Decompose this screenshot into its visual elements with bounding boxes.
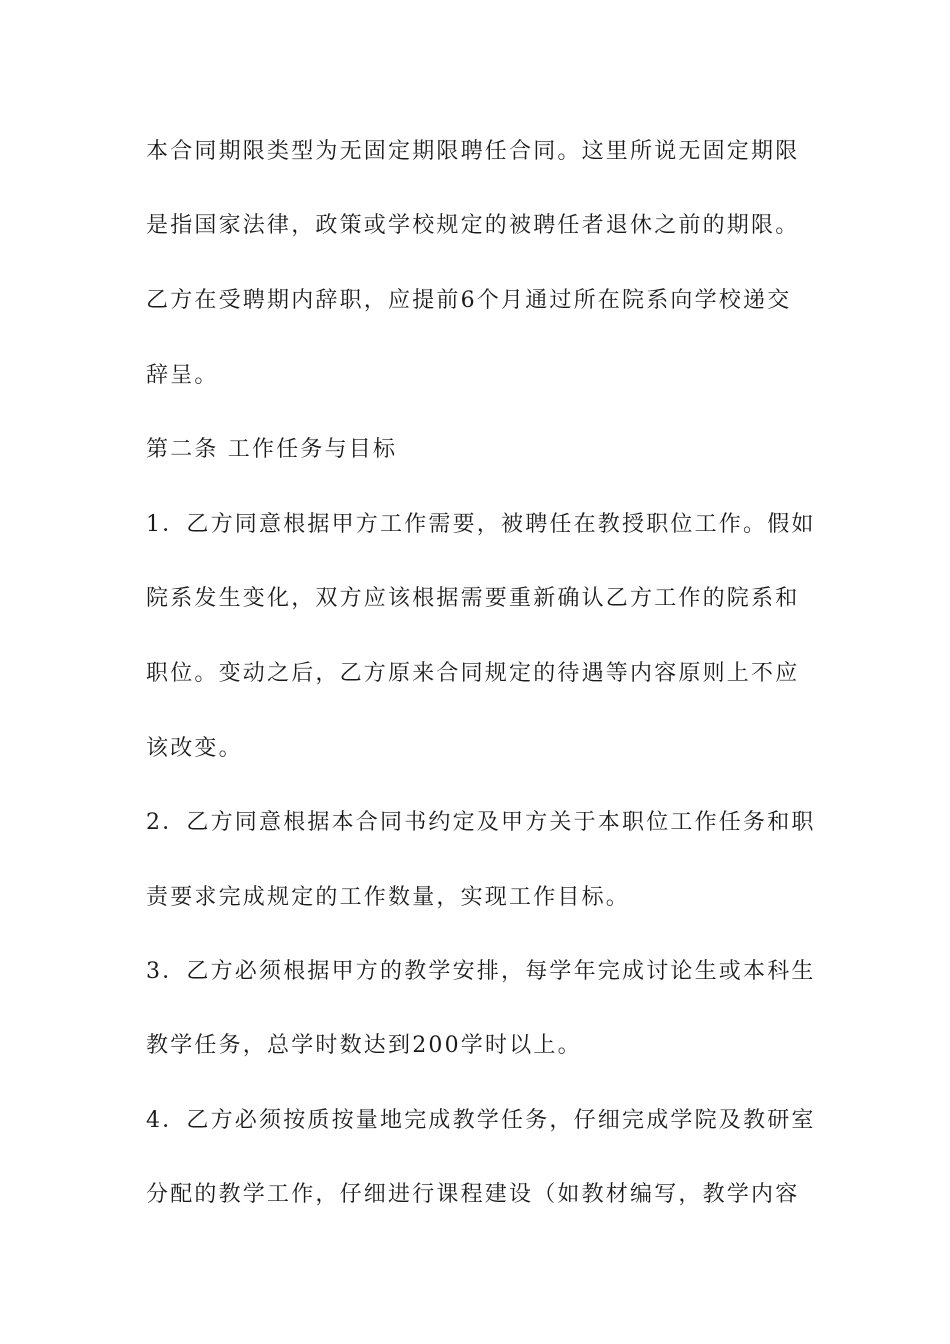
- paragraph-line: 分配的教学工作，仔细进行课程建设（如教材编写，教学内容: [146, 1182, 800, 1207]
- paragraph-line: 4．乙方必须按质按量地完成教学任务，仔细完成学院及教研室: [146, 1108, 816, 1133]
- paragraph-line: 辞呈。: [146, 363, 219, 388]
- paragraph-line: 该改变。: [146, 736, 243, 761]
- paragraph-line: 3．乙方必须根据甲方的教学安排，每学年完成讨论生或本科生: [146, 959, 816, 984]
- paragraph-line: 职位。变动之后，乙方原来合同规定的待遇等内容原则上不应: [146, 661, 800, 686]
- paragraph-line: 2．乙方同意根据本合同书约定及甲方关于本职位工作任务和职: [146, 810, 816, 835]
- paragraph-line: 1．乙方同意根据甲方工作需要，被聘任在教授职位工作。假如: [146, 512, 816, 537]
- paragraph-line: 乙方在受聘期内辞职，应提前6个月通过所在院系向学校递交: [146, 288, 792, 313]
- paragraph-line: 责要求完成规定的工作数量，实现工作目标。: [146, 885, 631, 910]
- section-heading: 第二条 工作任务与目标: [146, 437, 398, 462]
- paragraph-line: 本合同期限类型为无固定期限聘任合同。这里所说无固定期限: [146, 139, 800, 164]
- paragraph-line: 教学任务，总学时数达到200学时以上。: [146, 1033, 582, 1058]
- paragraph-line: 是指国家法律，政策或学校规定的被聘任者退休之前的期限。: [146, 213, 800, 238]
- paragraph-line: 院系发生变化，双方应该根据需要重新确认乙方工作的院系和: [146, 586, 800, 611]
